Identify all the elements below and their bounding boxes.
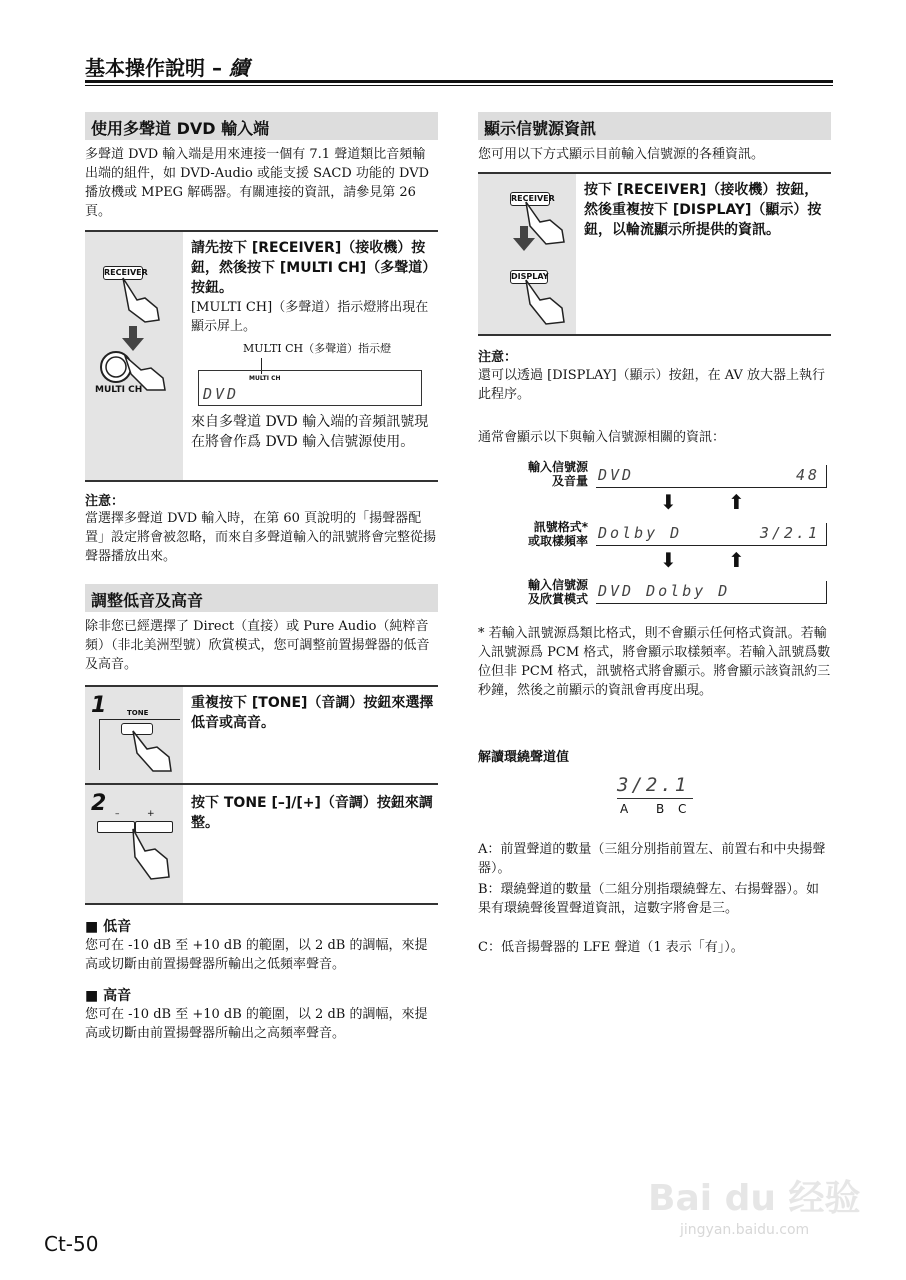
- row2-lcd-left: Dolby D: [598, 524, 683, 542]
- decode-item-b: B：環繞聲道的數量（二組分別指環繞聲左、右揚聲器）。如果有環繞聲後置聲道資訊，這數字將會是三。: [478, 882, 820, 916]
- row1-lcd-right: 48: [795, 466, 820, 484]
- minus-label: –: [115, 809, 120, 819]
- lcd-text: DVD: [203, 385, 240, 403]
- receiver-button[interactable]: RECEIVER: [103, 266, 143, 280]
- hand-press-icon-6: [520, 276, 568, 326]
- step2-number: 2: [91, 791, 107, 816]
- row2-arrow-up-icon: ⬆: [728, 548, 745, 572]
- row2-lcd-right: 3/2.1: [759, 524, 820, 542]
- decode-lcd: 3/2.1: [617, 774, 690, 796]
- row3-label-line1: 輸入信號源: [527, 578, 588, 592]
- decode-item-a: A：前置聲道的數量（三組分別指前置左、前置右和中央揚聲器）。: [478, 842, 826, 876]
- step1-number: 1: [91, 693, 107, 718]
- multi-ch-label: MULTI CH: [95, 385, 143, 395]
- multi-step-bold: 請先按下 [RECEIVER]（接收機）按鈕，然後按下 [MULTI CH]（多聲道）按鈕。: [191, 240, 430, 296]
- row1-arrow-down-icon: ⬇: [660, 490, 677, 514]
- decode-underline: [617, 798, 693, 799]
- info-receiver-button[interactable]: RECEIVER: [510, 192, 550, 206]
- tone-intro: 除非您已經選擇了 Direct（直接）或 Pure Audio（純粹音頻）（非北美洲型號）欣賞模式，您可調整前置揚聲器的低音及高音。: [85, 619, 430, 672]
- info-step-box: [478, 172, 831, 336]
- tone-step1-illustration: [85, 687, 183, 783]
- row3-display: [596, 581, 827, 604]
- row3-label: [490, 578, 588, 606]
- row2-label: [490, 520, 588, 548]
- row1-label-line1: 輸入信號源: [527, 460, 588, 474]
- multi-step-illustration: [85, 232, 183, 480]
- info-footnote: * 若輸入訊號源爲類比格式，則不會顯示任何格式資訊。若輸入訊號源爲 PCM 格式，將會顯示取樣頻率。若輸入訊號爲數位但非 PCM 格式，訊號格式將會顯示。將會顯示該資訊約三秒鐘，然後之前顯示的資訊會再度出現。: [478, 626, 831, 698]
- row1-arrow-up-icon: ⬆: [728, 490, 745, 514]
- treble-heading: ■ 高音: [85, 988, 132, 1004]
- decode-label-b: B: [656, 802, 665, 816]
- multi-note-text: 當選擇多聲道 DVD 輸入時，在第 60 頁說明的「揚聲器配置」設定將會被忽略，而來自多聲道輸入的訊號將會完整從揚聲器播放出來。: [85, 511, 437, 564]
- info-arrow-down-icon: [512, 226, 536, 252]
- tone-label: TONE: [127, 709, 149, 717]
- decode-item-c: C：低音揚聲器的 LFE 聲道（1 表示「有」）。: [478, 940, 744, 955]
- arrow-down-icon: [121, 326, 145, 352]
- multi-step-text: [MULTI CH]（多聲道）指示燈將出現在顯示屏上。: [191, 300, 429, 334]
- row2-label-line1: 訊號格式*: [533, 520, 588, 534]
- info-heading: 顯示信號源資訊: [478, 112, 831, 140]
- lcd-indicator-small: MULTI CH: [249, 375, 281, 382]
- hand-press-icon-4: [127, 827, 173, 883]
- info-note-text: 還可以透過 [DISPLAY]（顯示）按鈕，在 AV 放大器上執行此程序。: [478, 368, 825, 402]
- lcd-display: [198, 370, 422, 406]
- row1-display: [596, 465, 827, 488]
- row3-label-line2: 及欣賞模式: [527, 592, 588, 606]
- multi-intro: 多聲道 DVD 輸入端是用來連接一個有 7.1 聲道類比音頻輸出端的組件，如 DVD-Audio 或能支援 SACD 功能的 DVD 播放機或 MPEG 解碼器。有關連接的資訊，請參見第 26 頁。: [85, 147, 430, 219]
- treble-text: 您可在 -10 dB 至 +10 dB 的範圍，以 2 dB 的調幅，來提高或切斷由前置揚聲器所輸出之高頻率聲音。: [85, 1007, 428, 1041]
- step2-text: 按下 TONE [–]/[+]（音調）按鈕來調整。: [191, 795, 433, 831]
- indicator-caption: MULTI CH（多聲道）指示燈: [243, 342, 392, 355]
- multi-step-box: [85, 230, 438, 482]
- multi-note-label: 注意：: [85, 494, 125, 509]
- row2-arrow-down-icon: ⬇: [660, 548, 677, 572]
- bass-text: 您可在 -10 dB 至 +10 dB 的範圍，以 2 dB 的調幅，來提高或切斷由前置揚聲器所輸出之低頻率聲音。: [85, 938, 428, 972]
- step1-text: 重複按下 [TONE]（音調）按鈕來選擇低音或高音。: [191, 695, 434, 731]
- multi-after-text: 來自多聲道 DVD 輸入端的音頻訊號現在將會作爲 DVD 輸入信號源使用。: [191, 414, 429, 450]
- decode-heading: 解讀環繞聲道值: [478, 750, 570, 765]
- info-step-illustration: [478, 174, 576, 334]
- multi-heading: 使用多聲道 DVD 輸入端: [85, 112, 438, 140]
- tone-step2-illustration: [85, 785, 183, 903]
- display-button[interactable]: DISPLAY: [510, 270, 548, 284]
- bass-heading: ■ 低音: [85, 919, 132, 935]
- row2-label-line2: 或取樣頻率: [527, 534, 588, 548]
- info-note-label: 注意：: [478, 350, 518, 365]
- info-intro: 您可用以下方式顯示目前輸入信號源的各種資訊。: [478, 147, 765, 162]
- decode-label-c: C: [678, 802, 687, 816]
- decode-label-a: A: [620, 802, 629, 816]
- title-rule-thin: [85, 85, 833, 86]
- page-number: Ct-50: [44, 1232, 99, 1256]
- row3-lcd-left: DVD Dolby D: [598, 582, 731, 600]
- title-rule: [85, 80, 833, 83]
- plus-label: +: [147, 809, 155, 819]
- tone-step1-box: [85, 685, 438, 785]
- info-step-text: 按下 [RECEIVER]（接收機）按鈕，然後重複按下 [DISPLAY]（顯示）按鈕，以輪流顯示所提供的資訊。: [584, 182, 822, 238]
- row1-label-line2: 及音量: [551, 474, 588, 488]
- hand-press-icon-3: [129, 729, 175, 775]
- watermark-url: jingyan.baidu.com: [680, 1222, 810, 1238]
- page-title: 基本操作說明 – 續: [85, 56, 249, 80]
- hand-press-icon: [115, 272, 165, 324]
- row1-label: [490, 460, 588, 488]
- row1-lcd-left: DVD: [598, 466, 635, 484]
- info-list-intro: 通常會顯示以下與輸入信號源相關的資訊：: [478, 430, 726, 445]
- watermark-logo: Bai du 经验: [648, 1178, 861, 1219]
- tone-step2-box: [85, 783, 438, 905]
- row2-display: [596, 523, 827, 546]
- tone-heading: 調整低音及高音: [85, 584, 438, 612]
- multi-step-instruction: [191, 238, 436, 298]
